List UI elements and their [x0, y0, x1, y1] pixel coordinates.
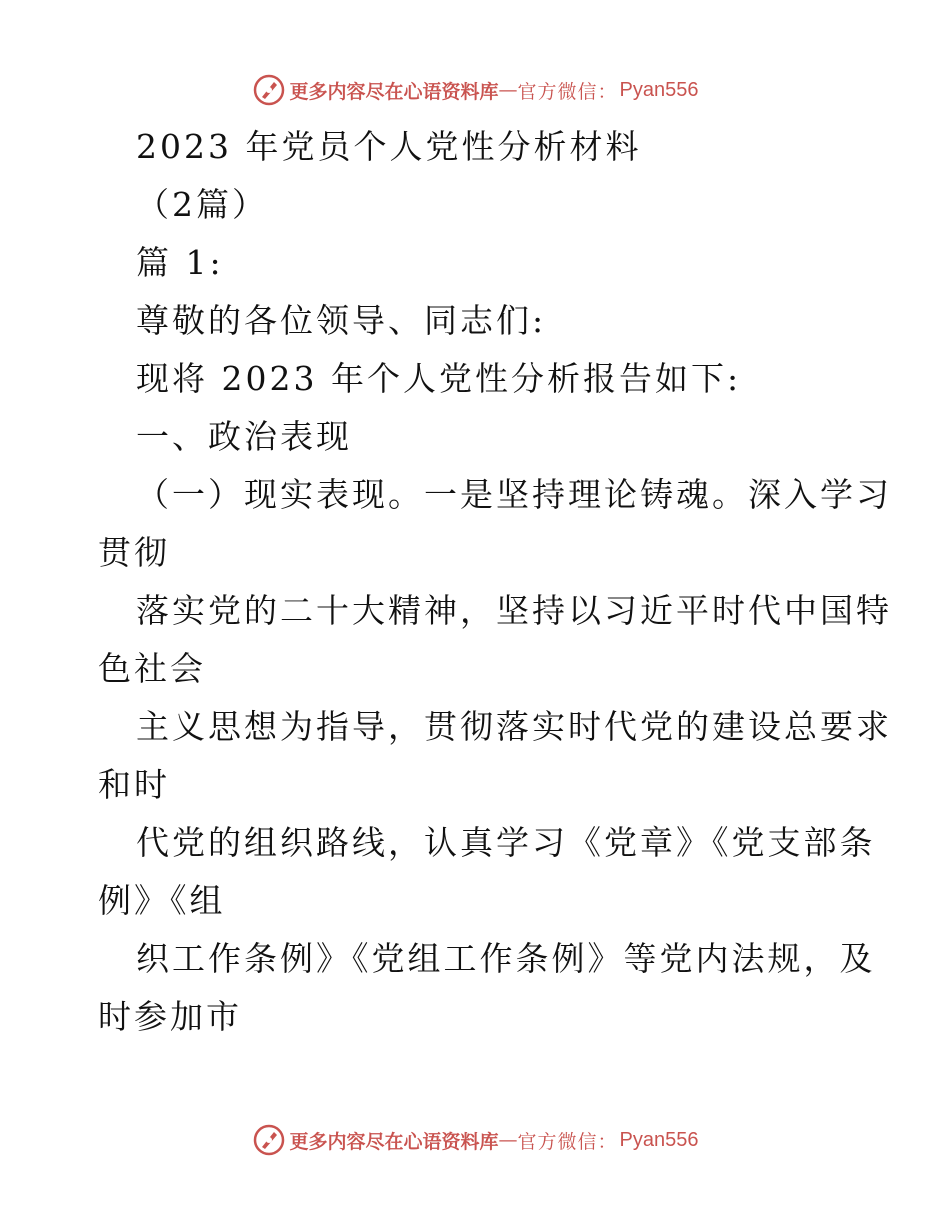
- banner-wechat-id: Pyan556: [619, 1128, 699, 1151]
- document-line: 落实党的二十大精神，坚持以习近平时代中国特: [136, 591, 892, 630]
- document-line: 主义思想为指导，贯彻落实时代党的建设总要求: [136, 707, 892, 746]
- banner-brand: 更多内容尽在心语资料库: [289, 1130, 499, 1153]
- document-line: 2023 年党员个人党性分析材料: [136, 127, 642, 166]
- banner-separator: —: [498, 79, 518, 101]
- banner-wechat-label: 官方微信：: [517, 80, 618, 103]
- document-line: 织工作条例》《党组工作条例》等党内法规，及: [136, 939, 876, 978]
- document-line: 代党的组织路线，认真学习《党章》《党支部条: [136, 823, 876, 862]
- document-line: （一）现实表现。一是坚持理论铸魂。深入学习: [136, 475, 892, 514]
- pen-logo-icon: [252, 1123, 286, 1157]
- document-line: 尊敬的各位领导、同志们:: [136, 301, 547, 340]
- document-line: 一、政治表现: [136, 417, 352, 456]
- document-line: 例》《组: [98, 881, 226, 920]
- banner-wechat-label: 官方微信：: [517, 1130, 618, 1153]
- document-line: 和时: [98, 765, 170, 804]
- document-line: 时参加市: [98, 997, 242, 1036]
- document-body: [98, 118, 892, 1046]
- document-line: （2篇）: [136, 185, 268, 224]
- document-line: 色社会: [98, 649, 206, 688]
- document-line: 现将 2023 年个人党性分析报告如下:: [136, 359, 742, 398]
- footer-banner: [0, 1120, 950, 1160]
- banner-separator: —: [498, 1129, 518, 1151]
- document-line: 贯彻: [98, 533, 170, 572]
- banner-brand: 更多内容尽在心语资料库: [289, 80, 499, 103]
- header-banner: [0, 70, 950, 110]
- banner-wechat-id: Pyan556: [619, 78, 699, 101]
- pen-logo-icon: [252, 73, 286, 107]
- document-line: 篇 1:: [136, 243, 224, 282]
